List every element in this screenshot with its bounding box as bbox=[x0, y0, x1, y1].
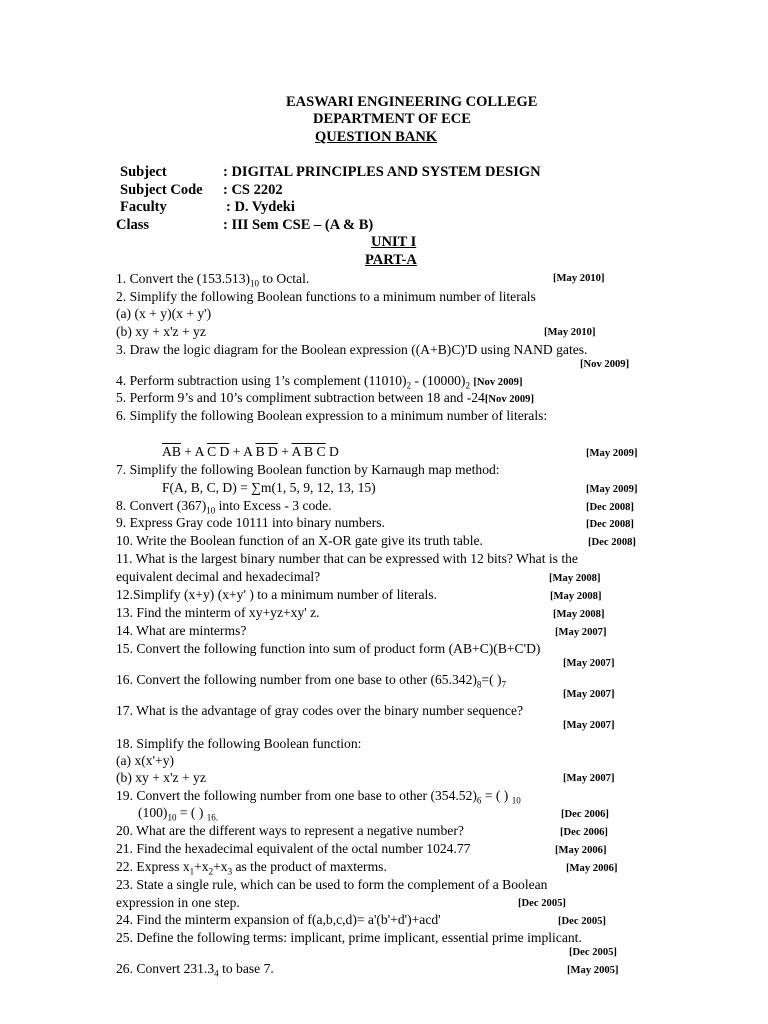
question-21-date: [May 2006] bbox=[555, 845, 607, 856]
question-12: 12.Simplify (x+y) (x+y' ) to a minimum number of literals. bbox=[116, 587, 437, 602]
question-23-line-2: expression in one step. bbox=[116, 895, 240, 910]
question-16: 16. Convert the following number from one base to other $(65.342)_8=$( )$_7$ bbox=[116, 672, 507, 690]
question-7-expression: F(A, B, C, D) = ∑m(1, 5, 9, 12, 13, 15) bbox=[162, 480, 376, 495]
question-3-date: [Nov 2009] bbox=[580, 359, 630, 370]
question-2: 2. Simplify the following Boolean functions to a minimum number of literals bbox=[116, 289, 536, 304]
question-18-part-a: (a) x(x'+y) bbox=[116, 753, 175, 768]
question-11-line-2: equivalent decimal and hexadecimal? bbox=[116, 569, 321, 584]
question-19-line-2: $(100)_{10}$ = ( ) $_{16.}$ bbox=[138, 805, 219, 823]
question-24: 24. Find the minterm expansion of f(a,b,c,d)= a'(b'+d')+acd' bbox=[116, 912, 441, 927]
question-23-date: [Dec 2005] bbox=[518, 898, 566, 909]
question-26: 26. Convert $231.3_4$ to base 7. bbox=[116, 961, 274, 979]
question-6: 6. Simplify the following Boolean expression to a minimum number of literals: bbox=[116, 408, 548, 423]
question-15: 15. Convert the following function into sum of product form (AB+C)(B+C'D) bbox=[116, 641, 541, 656]
question-9: 9. Express Gray code 10111 into binary numbers. bbox=[116, 515, 385, 530]
question-22-date: [May 2006] bbox=[566, 863, 618, 874]
question-6-date: [May 2009] bbox=[586, 448, 638, 459]
question-11-date: [May 2008] bbox=[549, 573, 601, 584]
question-16-date: [May 2007] bbox=[563, 689, 615, 700]
question-5-date: [Nov 2009] bbox=[484, 394, 534, 405]
question-18-part-b: (b) xy + x'z + yz bbox=[116, 770, 206, 785]
question-2-part-b: (b) xy + x'z + yz bbox=[116, 324, 206, 339]
document-type: QUESTION BANK bbox=[315, 129, 438, 145]
question-20: 20. What are the different ways to represent a negative number? bbox=[116, 823, 464, 838]
question-18-date: [May 2007] bbox=[563, 773, 615, 784]
question-24-date: [Dec 2005] bbox=[558, 916, 606, 927]
meta-faculty-label: Faculty bbox=[120, 199, 167, 215]
question-26-date: [May 2005] bbox=[567, 965, 619, 976]
meta-subject-label: Subject bbox=[120, 164, 167, 180]
question-25: 25. Define the following terms: implicant, prime implicant, essential prime implicant. bbox=[116, 930, 582, 945]
question-14-date: [May 2007] bbox=[555, 627, 607, 638]
meta-class-label: Class bbox=[116, 217, 150, 233]
question-6-expression: $\overline{AB} + A$ C D + A B D + A B C D bbox=[162, 444, 339, 459]
question-20-date: [Dec 2006] bbox=[560, 827, 608, 838]
question-1-date: [May 2010] bbox=[553, 273, 605, 284]
question-10-date: [Dec 2008] bbox=[588, 537, 636, 548]
question-11-line-1: 11. What is the largest binary number that can be expressed with 12 bits? What is the bbox=[116, 551, 578, 566]
question-1: 1. Convert the $(153.513)_{10}$ to Octal. bbox=[116, 271, 310, 289]
question-2-part-a: (a) (x + y)(x + y') bbox=[116, 306, 212, 321]
question-13: 13. Find the minterm of xy+yz+xy' z. bbox=[116, 605, 320, 620]
question-4: 4. Perform subtraction using 1’s complement $(11010)_2 - (10000)_2$ [Nov 2009] bbox=[116, 373, 523, 391]
question-19: 19. Convert the following number from one base to other $(354.52)_6$ = ( ) $_{10}$ bbox=[116, 788, 521, 806]
meta-class-value: : III Sem CSE – (A & B) bbox=[223, 217, 374, 233]
question-23-line-1: 23. State a single rule, which can be used to form the complement of a Boolean bbox=[116, 877, 548, 892]
question-19-date: [Dec 2006] bbox=[561, 809, 609, 820]
question-9-date: [Dec 2008] bbox=[586, 519, 634, 530]
question-14: 14. What are minterms? bbox=[116, 623, 247, 638]
question-17-date: [May 2007] bbox=[563, 720, 615, 731]
question-5: 5. Perform 9’s and 10’s compliment subtraction between 18 and -24[Nov 2009] bbox=[116, 390, 534, 405]
question-12-date: [May 2008] bbox=[550, 591, 602, 602]
question-8: 8. Convert $(367)_{10}$ into Excess - 3 code. bbox=[116, 498, 332, 516]
question-2-date: [May 2010] bbox=[544, 327, 596, 338]
question-18: 18. Simplify the following Boolean function: bbox=[116, 736, 362, 751]
part-heading: PART-A bbox=[365, 252, 417, 268]
question-15-date: [May 2007] bbox=[563, 658, 615, 669]
question-25-date: [Dec 2005] bbox=[569, 947, 617, 958]
question-3: 3. Draw the logic diagram for the Boolean expression ((A+B)C)'D using NAND gates. bbox=[116, 342, 588, 357]
question-17: 17. What is the advantage of gray codes over the binary number sequence? bbox=[116, 703, 524, 718]
meta-faculty-value: : D. Vydeki bbox=[226, 199, 295, 215]
college-name: EASWARI ENGINEERING COLLEGE bbox=[286, 94, 538, 110]
question-21: 21. Find the hexadecimal equivalent of the octal number 1024.77 bbox=[116, 841, 471, 856]
meta-code-value: : CS 2202 bbox=[223, 182, 283, 198]
question-10: 10. Write the Boolean function of an X-OR gate give its truth table. bbox=[116, 533, 483, 548]
question-7-date: [May 2009] bbox=[586, 484, 638, 495]
question-7: 7. Simplify the following Boolean function by Karnaugh map method: bbox=[116, 462, 500, 477]
question-13-date: [May 2008] bbox=[553, 609, 605, 620]
meta-subject-value: : DIGITAL PRINCIPLES AND SYSTEM DESIGN bbox=[223, 164, 541, 180]
department-name: DEPARTMENT OF ECE bbox=[313, 111, 471, 127]
unit-heading: UNIT I bbox=[371, 234, 417, 250]
meta-code-label: Subject Code bbox=[120, 182, 203, 198]
question-8-date: [Dec 2008] bbox=[586, 502, 634, 513]
question-4-date: [Nov 2009] bbox=[473, 377, 523, 388]
question-22: 22. Express $x_1+x_2+x_3$ as the product of maxterms. bbox=[116, 859, 387, 877]
